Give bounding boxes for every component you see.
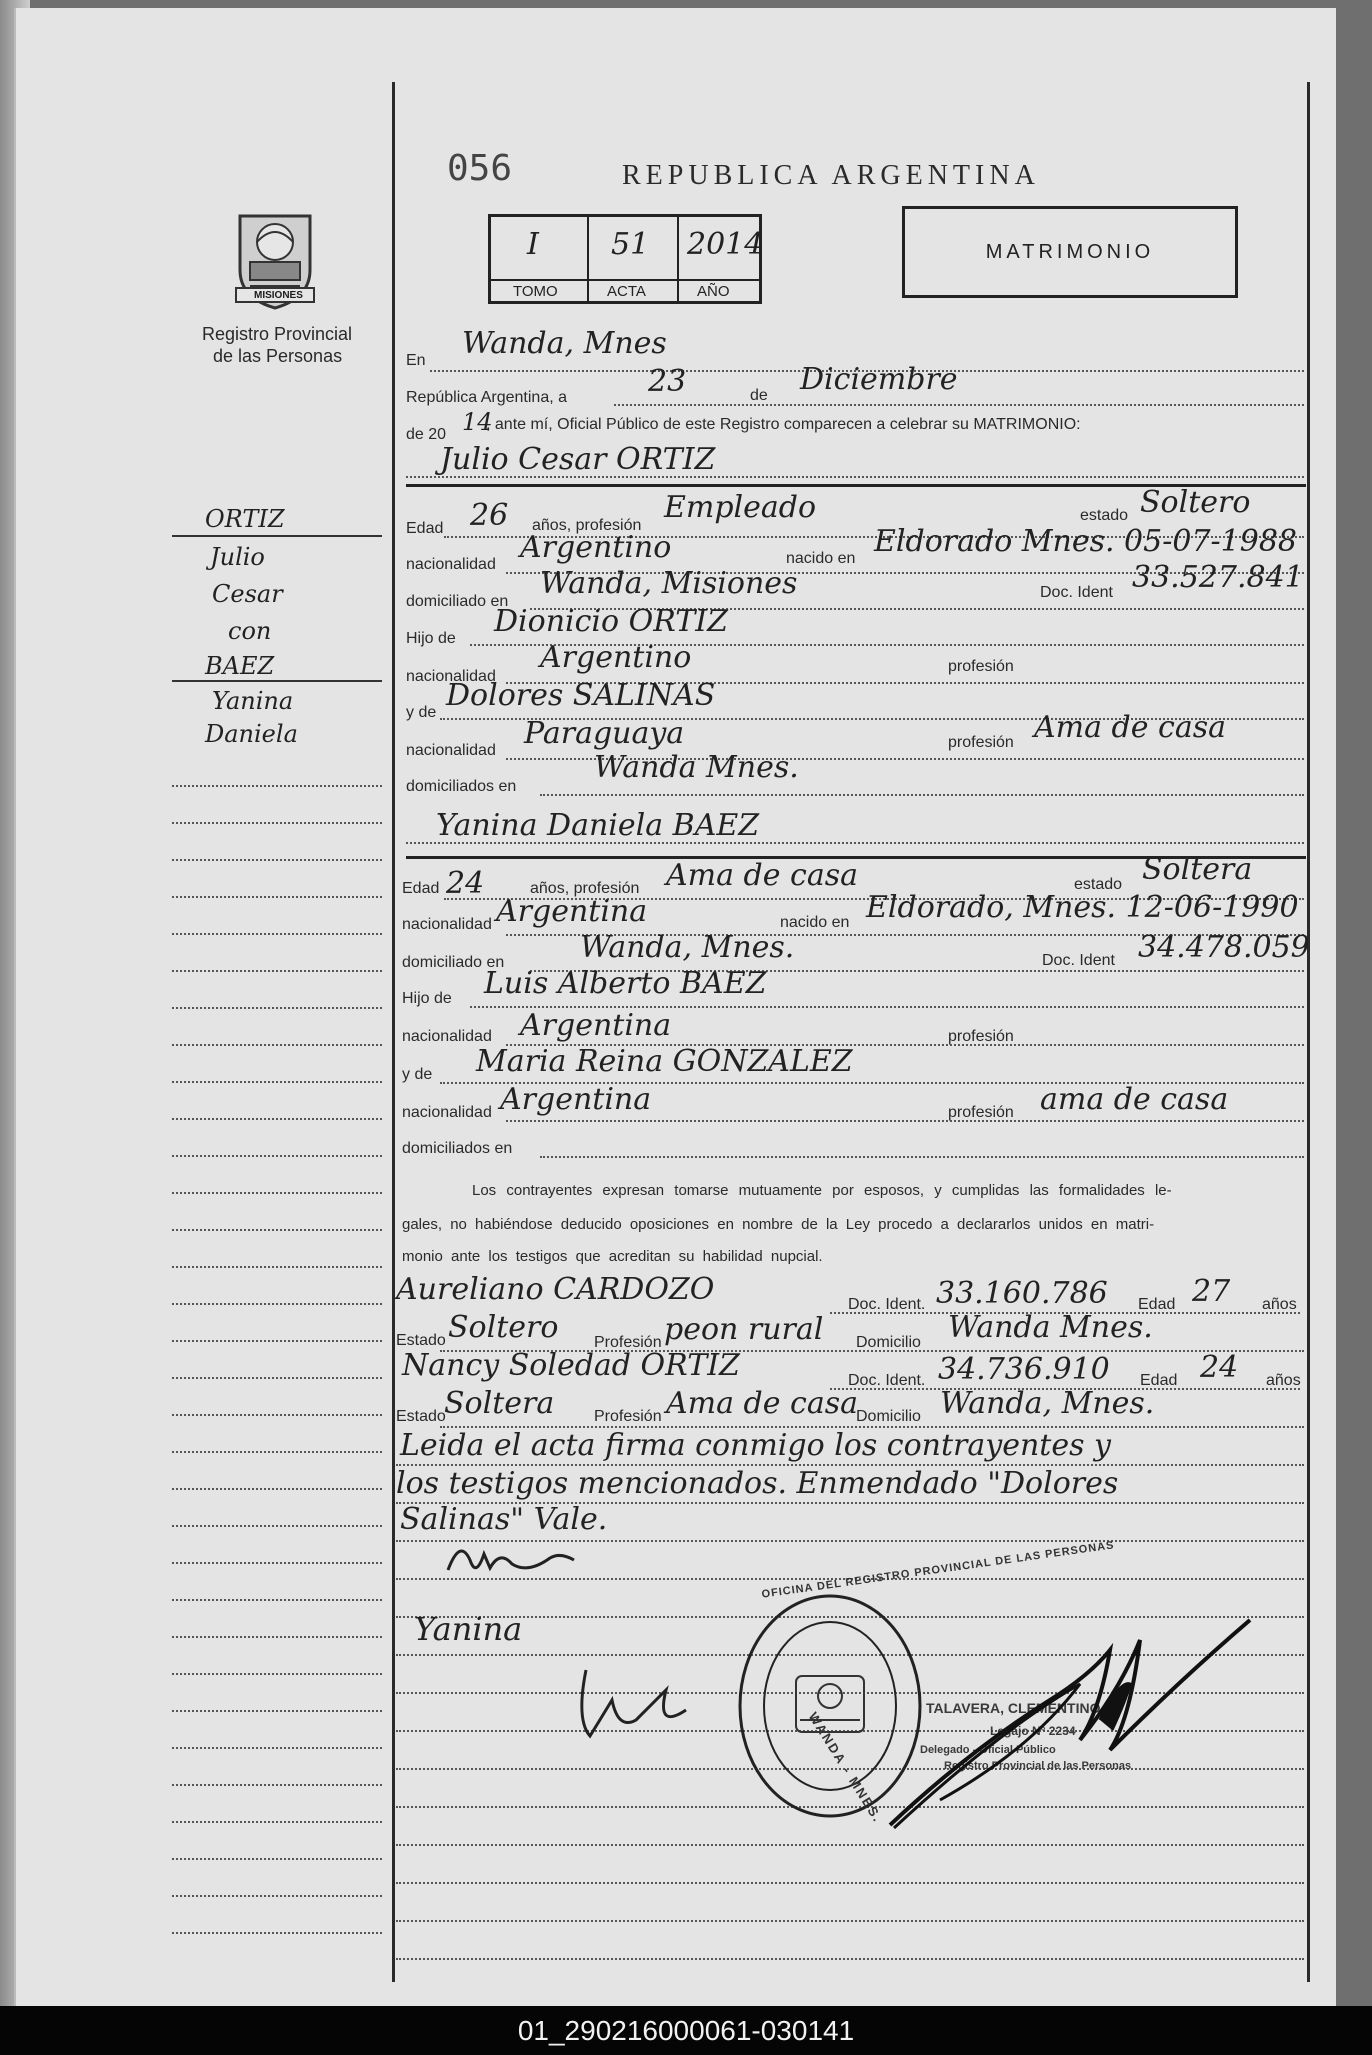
- margin-note-3: Cesar: [212, 580, 283, 608]
- bride-name: Yanina Daniela BAEZ: [436, 808, 760, 843]
- bride-mother-occupation: ama de casa: [1040, 1082, 1229, 1117]
- margin-divider: [392, 82, 395, 1982]
- closing-line3: Salinas" Vale.: [400, 1502, 608, 1537]
- bride-label-estado: estado: [1074, 876, 1123, 893]
- bride-label-nacido: nacido en: [780, 914, 850, 931]
- bride-document: 34.478.059: [1138, 930, 1310, 965]
- witness2-occupation: Ama de casa: [666, 1386, 858, 1421]
- bride-label-mother: y de: [402, 1066, 433, 1083]
- groom-name: Julio Cesar ORTIZ: [440, 442, 716, 477]
- witness1-document: 33.160.786: [936, 1276, 1108, 1311]
- groom-label-nacido: nacido en: [786, 550, 856, 567]
- witness2-document: 34.736.910: [938, 1352, 1110, 1387]
- bride-label-father-prof: profesión: [948, 1028, 1014, 1045]
- tomo-value: I: [527, 227, 539, 262]
- margin-note-5: BAEZ: [205, 652, 275, 680]
- bride-address: Wanda, Mnes.: [580, 930, 795, 965]
- witness2-label-edad: Edad: [1140, 1372, 1178, 1389]
- bride-label-profesion: años, profesión: [530, 880, 640, 897]
- officer-stamp-name: TALAVERA, CLEMENTINO: [926, 1700, 1101, 1716]
- intro-month: Diciembre: [800, 362, 958, 397]
- officer-stamp-legajo: Legajo N° 2234: [990, 1724, 1076, 1738]
- witness2-label-domicilio: Domicilio: [856, 1408, 921, 1425]
- declaration-line2: gales, no habiéndose deducido oposiciones en nombre de la Ley procedo a declararlos unidos en matri-: [402, 1216, 1155, 1233]
- bride-label-domiciliado: domiciliado en: [402, 954, 505, 971]
- groom-label-domiciliados: domiciliados en: [406, 778, 517, 795]
- witness1-marital-status: Soltero: [448, 1310, 559, 1345]
- bride-label-father-nat: nacionalidad: [402, 1028, 492, 1045]
- tomo-label: TOMO: [513, 283, 558, 300]
- closing-line1: Leida el acta firma conmigo los contrayentes y: [400, 1428, 1111, 1463]
- record-type-box: [902, 206, 1238, 298]
- bride-nationality: Argentina: [496, 894, 648, 929]
- country-title: REPUBLICA ARGENTINA: [622, 160, 1040, 191]
- coat-of-arms-ribbon-text: MISIONES: [254, 290, 303, 301]
- intro-day: 23: [648, 364, 687, 399]
- groom-label-mother-nat: nacionalidad: [406, 742, 496, 759]
- acta-label: ACTA: [607, 283, 646, 300]
- file-id-footer: 01_290216000061-030141: [0, 2006, 1372, 2055]
- anio-label: AÑO: [697, 283, 730, 300]
- intro-year-suffix: 14: [462, 408, 493, 436]
- witness1-label-domicilio: Domicilio: [856, 1334, 921, 1351]
- intro-statement: , ante mí, Oficial Público de este Registro comparecen a celebrar su MATRIMONIO:: [486, 416, 1081, 433]
- seal-center-text: WANDA - MNES.: [805, 1709, 886, 1826]
- registry-name-line2: de las Personas: [213, 346, 343, 366]
- groom-label-doc: Doc. Ident: [1040, 584, 1113, 601]
- witness2-label-profesion: Profesión: [594, 1408, 662, 1425]
- bride-label-edad: Edad: [402, 880, 440, 897]
- groom-birthplace-date: Eldorado Mnes. 05-07-1988: [874, 524, 1298, 559]
- margin-note-6: Yanina: [212, 687, 294, 715]
- officer-signature-large: [880, 1580, 1260, 1845]
- witness1-label-estado: Estado: [396, 1332, 446, 1349]
- witness2-label-anios: años: [1266, 1372, 1301, 1389]
- margin-note-7: Daniela: [205, 720, 298, 748]
- record-number-table: [488, 214, 762, 304]
- groom-label-domiciliado: domiciliado en: [406, 593, 509, 610]
- groom-address: Wanda, Misiones: [540, 566, 798, 601]
- bride-mother: Maria Reina GONZALEZ: [476, 1044, 853, 1079]
- witness1-label-anios: años: [1262, 1296, 1297, 1313]
- witness2-name: Nancy Soledad ORTIZ: [402, 1348, 740, 1383]
- groom-label-profesion: años, profesión: [532, 517, 642, 534]
- bride-age: 24: [446, 866, 485, 901]
- margin-note-2: Julio: [210, 543, 265, 571]
- witness2-address: Wanda, Mnes.: [940, 1386, 1155, 1421]
- witness2-marital-status: Soltera: [444, 1386, 555, 1421]
- officer-stamp-registry: Registro Provincial de las Personas: [944, 1760, 1132, 1772]
- declaration-line3: monio ante los testigos que acreditan su habilidad nupcial.: [402, 1248, 823, 1265]
- witness2-label-estado: Estado: [396, 1408, 446, 1425]
- witness1-age: 27: [1192, 1274, 1231, 1309]
- groom-label-father-prof: profesión: [948, 658, 1014, 675]
- folio-number: 056: [447, 148, 513, 189]
- label-year: de 20: [406, 426, 447, 443]
- groom-label-estado: estado: [1080, 507, 1129, 524]
- witness1-label-edad: Edad: [1138, 1296, 1176, 1313]
- bride-label-hijo: Hijo de: [402, 990, 452, 1007]
- groom-mother-occupation: Ama de casa: [1034, 710, 1226, 745]
- groom-age: 26: [470, 498, 509, 533]
- margin-note-4: con: [228, 617, 272, 645]
- anio-value: 2014: [687, 227, 764, 262]
- bride-label-doc: Doc. Ident: [1042, 952, 1115, 969]
- witness1-label-doc: Doc. Ident.: [848, 1296, 926, 1313]
- groom-label-hijo: Hijo de: [406, 630, 456, 647]
- witness1-name: Aureliano CARDOZO: [396, 1272, 715, 1307]
- bride-label-mother-prof: profesión: [948, 1104, 1014, 1121]
- groom-signature: [440, 1530, 580, 1595]
- groom-label-nacionalidad: nacionalidad: [406, 556, 496, 573]
- declaration-line1: Los contrayentes expresan tomarse mutuamente por esposos, y cumplidas las formalidades le-: [472, 1182, 1172, 1199]
- registry-name-line1: Registro Provincial: [202, 324, 353, 344]
- bride-label-nacionalidad: nacionalidad: [402, 916, 492, 933]
- bride-mother-nationality: Argentina: [500, 1082, 652, 1117]
- bride-father-nationality: Argentina: [520, 1008, 672, 1043]
- groom-label-edad: Edad: [406, 520, 444, 537]
- groom-parents-address: Wanda Mnes.: [594, 750, 799, 785]
- closing-line2: los testigos mencionados. Enmendado "Dolores: [396, 1466, 1119, 1501]
- groom-label-mother-prof: profesión: [948, 734, 1014, 751]
- bride-signature: Yanina: [414, 1610, 523, 1648]
- witness2-label-doc: Doc. Ident.: [848, 1372, 926, 1389]
- label-republica: República Argentina, a: [406, 389, 567, 406]
- witness2-age: 24: [1200, 1350, 1239, 1385]
- bride-marital-status: Soltera: [1142, 852, 1253, 887]
- label-en: En: [406, 352, 426, 369]
- officer-signature-small: [566, 1650, 706, 1755]
- bride-birthplace-date: Eldorado, Mnes. 12-06-1990: [866, 890, 1299, 925]
- groom-nationality: Argentino: [520, 530, 672, 565]
- groom-document: 33.527.841: [1132, 560, 1304, 595]
- groom-label-mother: y de: [406, 704, 437, 721]
- groom-father-nationality: Argentino: [540, 640, 692, 675]
- acta-value: 51: [611, 227, 650, 262]
- seal-ring-text: OFICINA DEL REGISTRO PROVINCIAL DE LAS PERSONAS: [760, 1539, 1116, 1601]
- label-de: de: [750, 387, 768, 404]
- groom-marital-status: Soltero: [1140, 485, 1251, 520]
- officer-stamp-title: Delegado - Oficial Público: [920, 1744, 1056, 1756]
- right-border: [1307, 82, 1310, 1982]
- margin-note-1: ORTIZ: [205, 505, 285, 533]
- groom-mother-nationality: Paraguaya: [524, 716, 685, 751]
- record-type-label: MATRIMONIO: [985, 240, 1155, 263]
- bride-label-domiciliados: domiciliados en: [402, 1140, 513, 1157]
- groom-father: Dionicio ORTIZ: [494, 604, 728, 639]
- witness1-occupation: peon rural: [664, 1312, 824, 1347]
- witness1-address: Wanda Mnes.: [948, 1310, 1153, 1345]
- witness1-label-profesion: Profesión: [594, 1334, 662, 1351]
- bride-label-mother-nat: nacionalidad: [402, 1104, 492, 1121]
- bride-father: Luis Alberto BAEZ: [484, 966, 767, 1001]
- intro-place: Wanda, Mnes: [462, 326, 667, 361]
- groom-label-father-nat: nacionalidad: [406, 668, 496, 685]
- groom-occupation: Empleado: [664, 490, 817, 525]
- bride-occupation: Ama de casa: [666, 858, 858, 893]
- groom-mother: Dolores SALINAS: [446, 678, 716, 713]
